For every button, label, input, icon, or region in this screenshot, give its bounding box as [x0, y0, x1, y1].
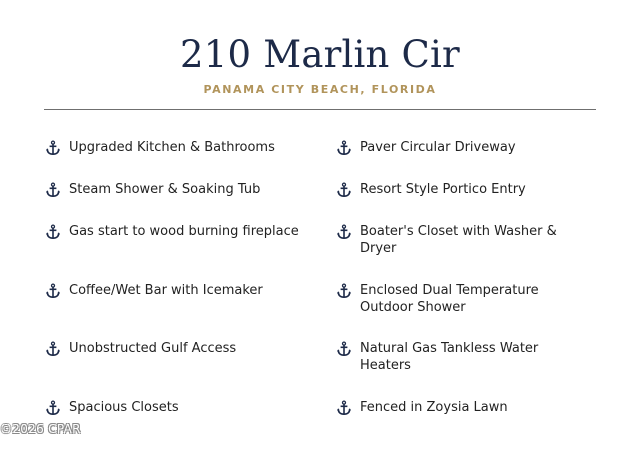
anchor-icon: [336, 140, 352, 156]
feature-label: Enclosed Dual Temperature Outdoor Shower: [360, 283, 539, 315]
feature-label: Coffee/Wet Bar with Icemaker: [69, 283, 263, 298]
feature-item: [336, 340, 576, 374]
feature-item: [336, 139, 576, 156]
feature-label: Upgraded Kitchen & Bathrooms: [69, 140, 275, 155]
location-subtitle: PANAMA CITY BEACH, FLORIDA: [203, 83, 437, 96]
feature-label: Fenced in Zoysia Lawn: [360, 400, 508, 415]
anchor-icon: [45, 283, 61, 299]
anchor-icon: [45, 140, 61, 156]
page-title: 210 Marlin Cir: [180, 33, 460, 76]
anchor-icon: [45, 224, 61, 240]
feature-item: [45, 340, 315, 357]
anchor-icon: [45, 400, 61, 416]
feature-item: [45, 181, 315, 198]
feature-item: [336, 282, 576, 316]
feature-item: [336, 399, 576, 416]
copyright-watermark: ©2026 CPAR: [0, 422, 81, 436]
feature-item: [45, 282, 315, 299]
anchor-icon: [336, 224, 352, 240]
anchor-icon: [336, 182, 352, 198]
feature-label: Boater's Closet with Washer & Dryer: [360, 224, 557, 256]
anchor-icon: [336, 341, 352, 357]
divider: [44, 109, 596, 110]
anchor-icon: [45, 182, 61, 198]
feature-label: Unobstructed Gulf Access: [69, 341, 237, 356]
feature-item: [336, 181, 576, 198]
anchor-icon: [336, 283, 352, 299]
feature-item: [45, 399, 315, 416]
feature-label: Spacious Closets: [69, 400, 179, 415]
feature-label: Paver Circular Driveway: [360, 140, 516, 155]
feature-label: Resort Style Portico Entry: [360, 182, 526, 197]
anchor-icon: [45, 341, 61, 357]
anchor-icon: [336, 400, 352, 416]
feature-label: Natural Gas Tankless Water Heaters: [360, 341, 539, 373]
feature-item: [45, 139, 315, 156]
feature-label: Steam Shower & Soaking Tub: [69, 182, 261, 197]
feature-item: [45, 223, 315, 240]
feature-item: [336, 223, 576, 257]
feature-label: Gas start to wood burning fireplace: [69, 224, 299, 239]
